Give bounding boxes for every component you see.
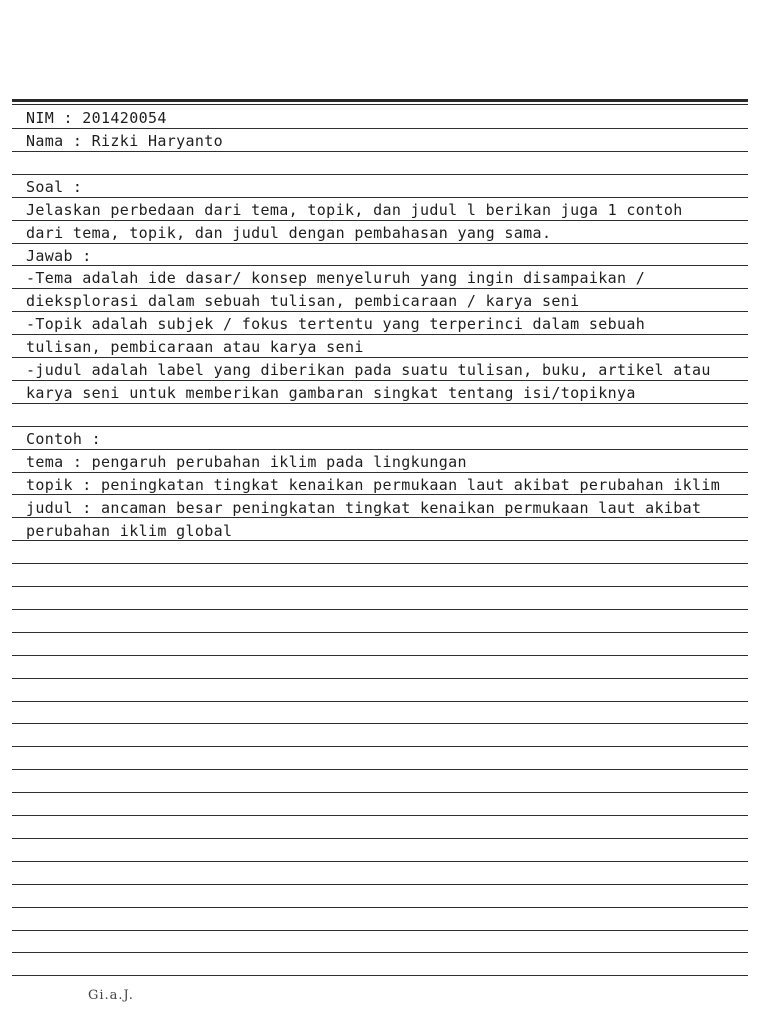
ruled-line xyxy=(12,632,748,633)
ruled-line xyxy=(12,357,748,358)
jawab-line-2: dieksplorasi dalam sebuah tulisan, pembicaraan / karya seni xyxy=(26,292,580,310)
jawab-line-3: -Topik adalah subjek / fokus tertentu yang terperinci dalam sebuah xyxy=(26,315,646,333)
ruled-line xyxy=(12,907,748,908)
ruled-line xyxy=(12,884,748,885)
ruled-line xyxy=(12,952,748,953)
soal-line-1: Jelaskan perbedaan dari tema, topik, dan judul l berikan juga 1 contoh xyxy=(26,201,683,219)
ruled-line xyxy=(12,151,748,152)
ruled-line xyxy=(12,563,748,564)
ruled-line xyxy=(12,128,748,129)
ruled-line xyxy=(12,861,748,862)
ruled-line xyxy=(12,540,748,541)
ruled-line xyxy=(12,220,748,221)
ruled-line xyxy=(12,930,748,931)
ruled-line xyxy=(12,678,748,679)
ruled-line xyxy=(12,174,748,175)
ruled-line xyxy=(12,243,748,244)
ruled-line xyxy=(12,701,748,702)
ruled-line xyxy=(12,655,748,656)
ruled-line xyxy=(12,334,748,335)
ruled-line xyxy=(12,288,748,289)
ruled-line xyxy=(12,311,748,312)
contoh-heading: Contoh : xyxy=(26,430,102,448)
ruled-line xyxy=(12,746,748,747)
jawab-line-1: -Tema adalah ide dasar/ konsep menyeluruh yang ingin disampaikan / xyxy=(26,269,646,287)
ruled-line xyxy=(12,792,748,793)
ruled-line xyxy=(12,609,748,610)
handwritten-initials: Gi.a.J. xyxy=(88,988,134,1003)
ruled-line xyxy=(12,517,748,518)
ruled-line xyxy=(12,769,748,770)
contoh-line-judul: judul : ancaman besar peningkatan tingkat kenaikan permukaan laut akibat xyxy=(26,499,702,517)
jawab-heading: Jawab : xyxy=(26,247,92,265)
ruled-line xyxy=(12,975,748,976)
ruled-line xyxy=(12,265,748,266)
ruled-line xyxy=(12,586,748,587)
ruled-line xyxy=(12,403,748,404)
jawab-line-6: karya seni untuk memberikan gambaran singkat tentang isi/topiknya xyxy=(26,384,636,402)
contoh-line-tema: tema : pengaruh perubahan iklim pada lingkungan xyxy=(26,453,467,471)
contoh-line-topik: topik : peningkatan tingkat kenaikan permukaan laut akibat perubahan iklim xyxy=(26,476,721,494)
ruled-line xyxy=(12,197,748,198)
ruled-line xyxy=(12,472,748,473)
soal-line-2: dari tema, topik, dan judul dengan pembahasan yang sama. xyxy=(26,224,552,242)
jawab-line-5: -judul adalah label yang diberikan pada suatu tulisan, buku, artikel atau xyxy=(26,361,711,379)
ruled-line xyxy=(12,426,748,427)
ruled-line xyxy=(12,449,748,450)
ruled-line xyxy=(12,723,748,724)
ruled-line xyxy=(12,838,748,839)
jawab-line-4: tulisan, pembicaraan atau karya seni xyxy=(26,338,364,356)
contoh-line-judul-cont: perubahan iklim global xyxy=(26,522,233,540)
nim-line: NIM : 201420054 xyxy=(26,109,167,127)
nama-line: Nama : Rizki Haryanto xyxy=(26,132,223,150)
ruled-line xyxy=(12,494,748,495)
ruled-line xyxy=(12,380,748,381)
soal-heading: Soal : xyxy=(26,178,83,196)
ruled-line xyxy=(12,815,748,816)
